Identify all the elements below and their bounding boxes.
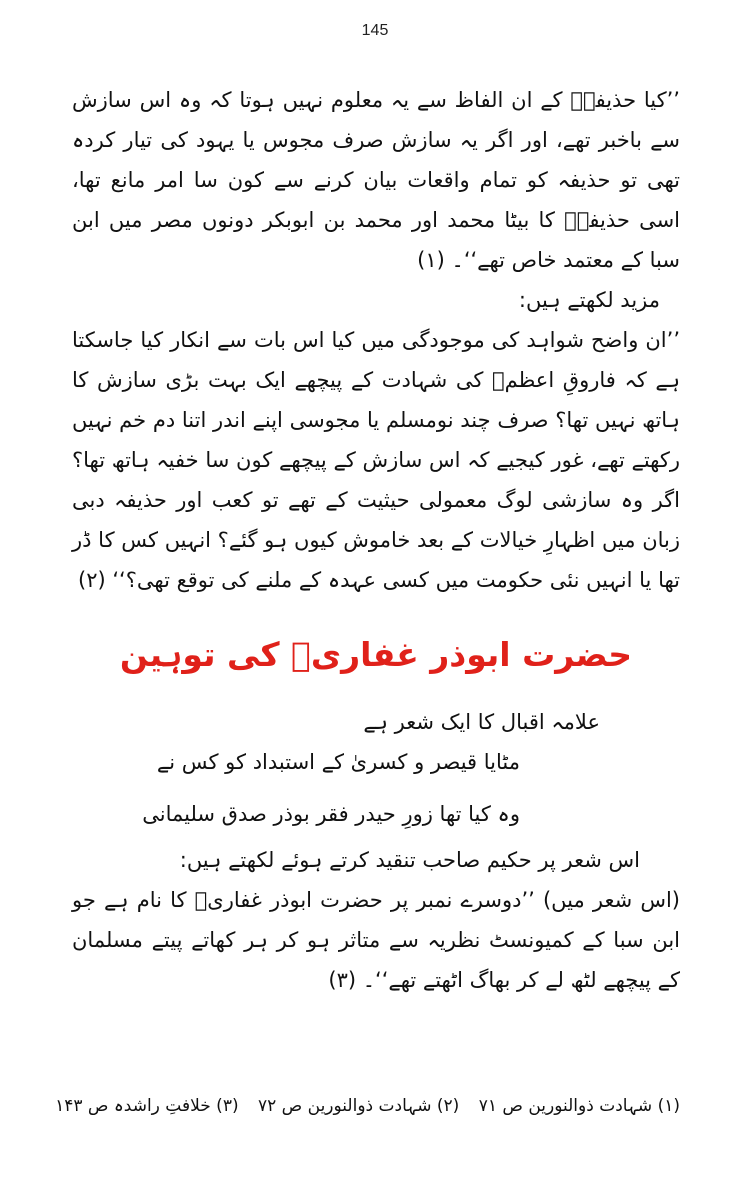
quote-paragraph-2: ’’ان واضح شواہد کی موجودگی میں کیا اس بات سے انکار کیا جاسکتا ہے کہ فاروقِ اعظمؓ کی شہادت کے پیچھے ایک بہت بڑی سازش کا ہاتھ نہیں تھا؟ صرف چند نومسلم یا مجوسی اپنے اندر اتنا دم خم نہیں رکھتے تھے، غور کیجیے کہ اس سازش کے پیچھے کون سا خفیہ ہاتھ تھا؟ اگر وہ سازشی لوگ معمولی حیثیت کے تھے تو کعب اور حذیفہ دبی زبان میں اظہارِ خیالات کے بعد خاموش کیوں ہو گئے؟ انہیں کس کا ڈر تھا یا انہیں نئی حکومت میں کسی عہدہ کے ملنے کی توقع تھی؟‘‘ (۲) xyxy=(72,328,680,592)
verse-line-1: مٹایا قیصر و کسریٰ کے استبداد کو کس نے xyxy=(156,750,520,774)
critique-intro: اس شعر پر حکیم صاحب تنقید کرتے ہوئے لکھتے ہیں: xyxy=(179,848,640,872)
further-writes-line: مزید لکھتے ہیں: xyxy=(518,288,660,312)
section-heading: حضرت ابوذر غفاریؓ کی توہین xyxy=(119,635,633,674)
quote-paragraph-1: ’’کیا حذیفہؓ کے ان الفاظ سے یہ معلوم نہیں ہوتا کہ وہ اس سازش سے باخبر تھے، اور اگر یہ سازش صرف مجوس یا یہود کی تیار کردہ تھی تو حذیفہ کو تمام واقعات بیان کرنے سے کون سا امر مانع تھا، اسی حذیفہؓ کا بیٹا محمد اور محمد بن ابوبکر دونوں مصر میں ابن سبا کے معتمد خاص تھے‘‘۔ (۱) xyxy=(72,88,680,272)
footnote-2: (۲) شہادت ذوالنورین ص ۷۲ xyxy=(258,1096,460,1116)
allama-iqbal-intro: علامہ اقبال کا ایک شعر ہے xyxy=(363,710,600,734)
verse-line-2: وہ کیا تھا زورِ حیدر فقر بوذر صدق سلیمانی xyxy=(142,802,520,826)
quote-paragraph-3: (اس شعر میں) ’’دوسرے نمبر پر حضرت ابوذر غفاریؓ کا نام ہے جو ابن سبا کے کمیونسٹ نظریہ سے متاثر ہو کر ہر کھاتے پیتے مسلمان کے پیچھے لٹھ لے کر بھاگ اٹھتے تھے‘‘۔ (۳) xyxy=(72,888,680,992)
page-body xyxy=(72,80,680,1000)
footnotes xyxy=(55,1092,680,1120)
footnote-3: (۳) خلافتِ راشدہ ص ۱۴۳ xyxy=(55,1096,239,1116)
page-number: 145 xyxy=(361,22,389,39)
footnote-1: (۱) شہادت ذوالنورین ص ۷۱ xyxy=(478,1096,680,1116)
